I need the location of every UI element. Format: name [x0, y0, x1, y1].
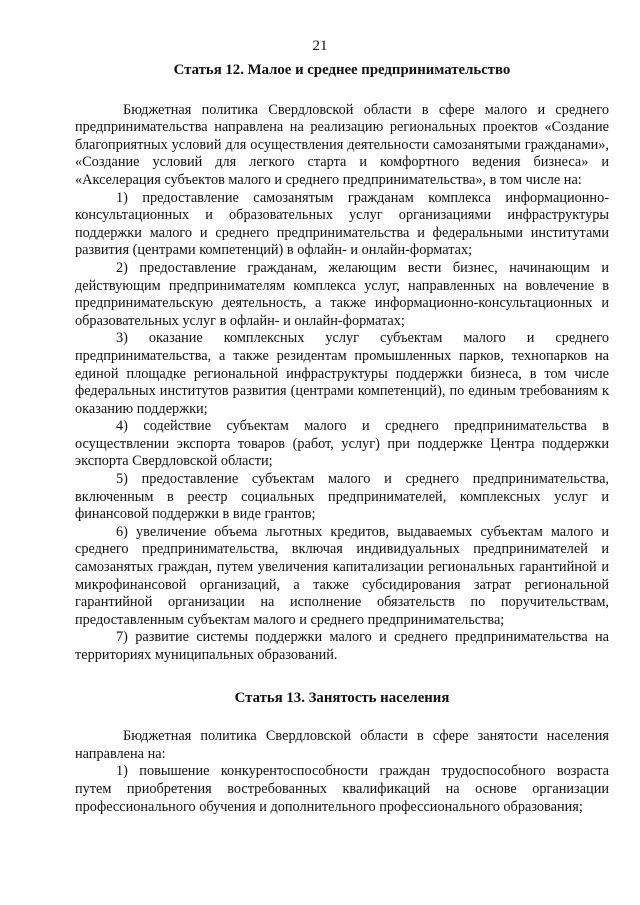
- article-13: [75, 690, 609, 817]
- article-12-item-6: 6) увеличение объема льготных кредитов, выдаваемых субъектам малого и среднего предпринимательства, включая индивидуальных предпринимателей и самозанятых граждан, путем увеличения капитализации региональных гарантийной и микрофинансовой организаций, а также субсидирования затрат региональной гарантийной организации на исполнение обязательств по поручительствам, предоставленным субъектам малого и среднего предпринимательства;: [75, 523, 609, 628]
- article-12-item-7: 7) развитие системы поддержки малого и среднего предпринимательства на территориях муниципальных образований.: [75, 629, 609, 663]
- article-13-title: Статья 13. Занятость населения: [234, 689, 450, 706]
- article-12-item-2: 2) предоставление гражданам, желающим вести бизнес, начинающим и действующим предпринимателям комплекса услуг, направленных на вовлечение в предпринимательскую деятельность, а также информационно-консультационных и образовательных услуг в офлайн- и онлайн-форматах;: [75, 259, 609, 329]
- article-12: [75, 62, 609, 665]
- article-12-item-4: 4) содействие субъектам малого и среднего предпринимательства в осуществлении экспорта товаров (работ, услуг) при поддержке Центра поддержки экспорта Свердловской области;: [75, 418, 609, 470]
- article-13-item-1: 1) повышение конкурентоспособности граждан трудоспособного возраста путем приобретения востребованных квалификаций на основе организации профессионального обучения и дополнительного профессионального образования;: [75, 763, 609, 815]
- article-12-item-3: 3) оказание комплексных услуг субъектам малого и среднего предпринимательства, а также резидентам промышленных парков, технопарков на единой площадке региональной инфраструктуры поддержки бизнеса, в том числе федеральных институтов развития (центрами компетенций), по единым требованиям к оказанию поддержки;: [75, 330, 609, 417]
- article-12-item-1: 1) предоставление самозанятым гражданам комплекса информационно-консультационных и образовательных услуг организациями инфраструктуры поддержки малого и среднего предпринимательства и федеральными институтами развития (центрами компетенций) в офлайн- и онлайн-форматах;: [75, 189, 609, 259]
- article-12-title: Статья 12. Малое и среднее предпринимательство: [173, 62, 511, 78]
- document-body: [75, 62, 609, 816]
- page-number: 21: [312, 38, 328, 54]
- article-13-intro: Бюджетная политика Свердловской области в сфере занятости населения направлена на:: [75, 728, 609, 762]
- article-12-item-5: 5) предоставление субъектам малого и среднего предпринимательства, включенным в реестр социальных предпринимателей, комплексных услуг и финансовой поддержки в виде грантов;: [75, 471, 609, 523]
- article-12-intro: Бюджетная политика Свердловской области в сфере малого и среднего предпринимательства направлена на реализацию региональных проектов «Создание благоприятных условий для осуществления деятельности самозанятыми гражданами», «Создание условий для легкого старта и комфортного ведения бизнеса» и «Акселерация субъектов малого и среднего предпринимательства», в том числе на:: [75, 101, 609, 188]
